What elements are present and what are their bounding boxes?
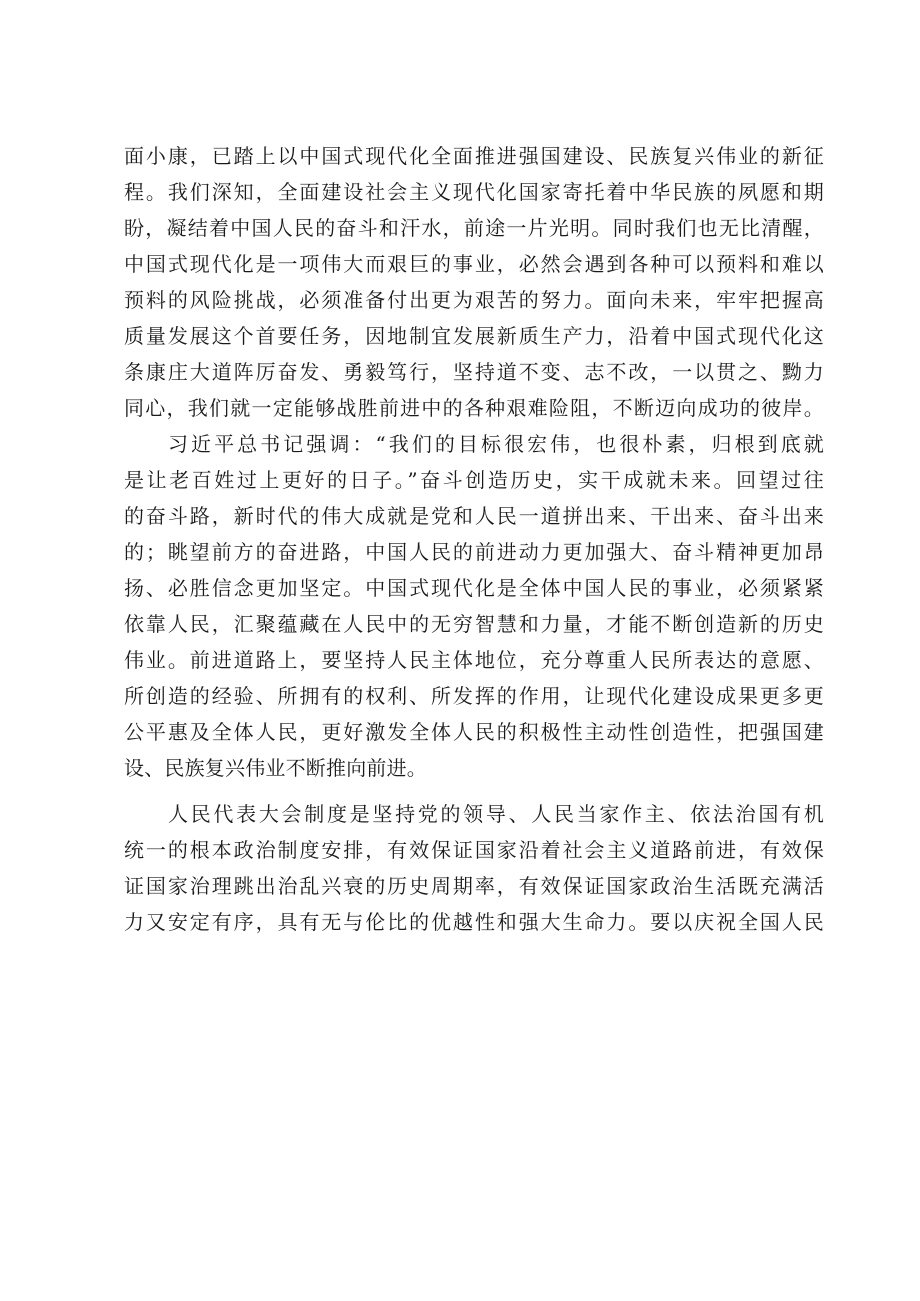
document-body: [124, 138, 824, 940]
paragraph-line: 证国家治理跳出治乱兴衰的历史周期率，有效保证国家政治生活既充满活: [124, 874, 824, 898]
paragraph-line: 依靠人民，汇聚蕴藏在人民中的无穷智慧和力量，才能不断创造新的历史: [124, 612, 824, 636]
paragraph-line: 的；眺望前方的奋进路，中国人民的前进动力更加强大、奋斗精神更加昂: [124, 540, 824, 564]
paragraph-line: 条康庄大道阵厉奋发、勇毅笃行，坚持道不变、志不改，一以贯之、黝力: [124, 360, 824, 384]
paragraph-line: 程。我们深知，全面建设社会主义现代化国家寄托着中华民族的夙愿和期: [124, 180, 824, 204]
paragraph-line: 盼，凝结着中国人民的奋斗和汗水，前途一片光明。同时我们也无比清醒，: [124, 216, 824, 240]
paragraph-line: 同心，我们就一定能够战胜前进中的各种艰难险阻，不断迈向成功的彼岸。: [124, 396, 824, 420]
paragraph-line: 扬、必胜信念更加坚定。中国式现代化是全体中国人民的事业，必须紧紧: [124, 576, 824, 600]
paragraph-line: 中国式现代化是一项伟大而艰巨的事业，必然会遇到各种可以预料和难以: [124, 252, 824, 276]
paragraph-line: 统一的根本政治制度安排，有效保证国家沿着社会主义道路前进，有效保: [124, 838, 824, 862]
paragraph-line: 公平惠及全体人民，更好激发全体人民的积极性主动性创造性，把强国建: [124, 720, 824, 744]
paragraph-line: 是让老百姓过上更好的日子。”奋斗创造历史，实干成就未来。回望过往: [124, 468, 824, 492]
paragraph-1: [124, 138, 824, 426]
paragraph-line: 所创造的经验、所拥有的权利、所发挥的作用，让现代化建设成果更多更: [124, 684, 824, 708]
paragraph-3: [124, 796, 824, 940]
paragraph-2: [124, 426, 824, 786]
paragraph-line: 习近平总书记强调：“我们的目标很宏伟，也很朴素，归根到底就: [168, 432, 824, 456]
paragraph-line: 设、民族复兴伟业不断推向前进。: [124, 756, 427, 780]
paragraph-line: 伟业。前进道路上，要坚持人民主体地位，充分尊重人民所表达的意愿、: [124, 648, 824, 672]
paragraph-line: 的奋斗路，新时代的伟大成就是党和人民一道拼出来、干出来、奋斗出来: [124, 504, 824, 528]
paragraph-line: 面小康，已踏上以中国式现代化全面推进强国建设、民族复兴伟业的新征: [124, 144, 824, 168]
paragraph-line: 预料的风险挑战，必须准备付出更为艰苦的努力。面向未来，牢牢把握高: [124, 288, 824, 312]
paragraph-line: 人民代表大会制度是坚持党的领导、人民当家作主、依法治国有机: [168, 802, 824, 826]
paragraph-line: 力又安定有序，具有无与伦比的优越性和强大生命力。要以庆祝全国人民: [124, 910, 824, 934]
paragraph-line: 质量发展这个首要任务，因地制宜发展新质生产力，沿着中国式现代化这: [124, 324, 824, 348]
